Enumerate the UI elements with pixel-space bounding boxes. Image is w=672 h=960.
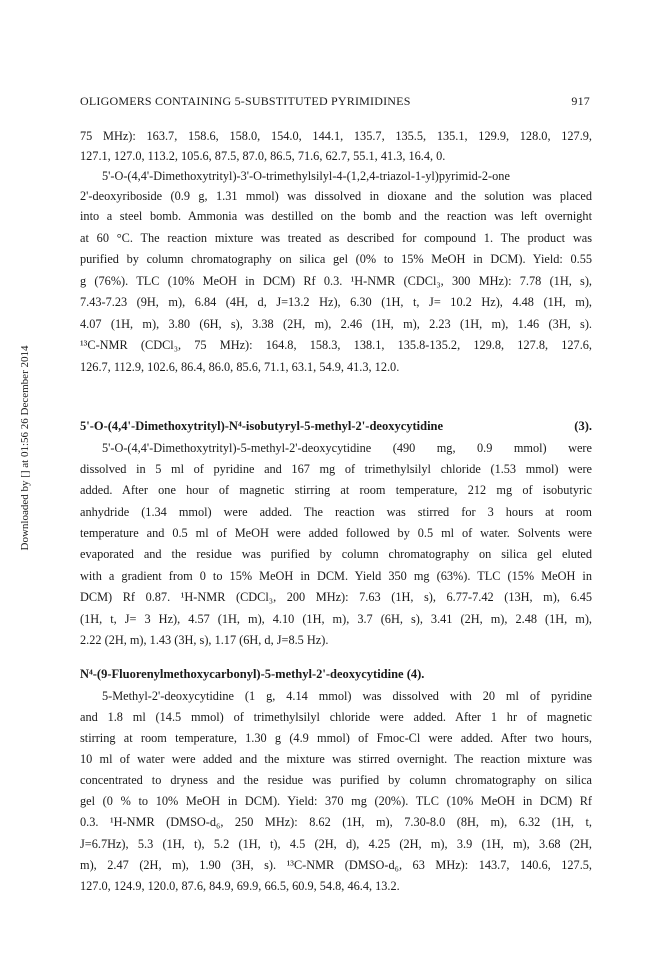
text-line: DCM) Rf 0.87. ¹H-NMR (CDCl₃, 200 MHz): 7.63 (1H, s), 6.77-7.42 (13H, m), 6.45 xyxy=(80,590,592,604)
text-line: dissolved in 5 ml of pyridine and 167 mg of trimethylsilyl chloride (1.53 mmol) were xyxy=(80,462,592,476)
text-line: 5-Methyl-2'-deoxycytidine (1 g, 4.14 mmol) was dissolved with 20 ml of pyridine xyxy=(102,689,592,703)
text-line: anhydride (1.34 mmol) were added. The reaction was stirred for 3 hours at room xyxy=(80,505,592,519)
text-line: added. After one hour of magnetic stirring at room temperature, 212 mg of isobutyric xyxy=(80,483,592,497)
text-line: gel (0 % to 10% MeOH in DCM). Yield: 370 mg (20%). TLC (10% MeOH in DCM) Rf xyxy=(80,794,592,808)
download-watermark: Downloaded by [] at 01:56 26 December 2014 xyxy=(19,345,31,551)
text-line: purified by column chromatography on silica gel (0% to 15% MeOH in DCM). Yield: 0.55 xyxy=(80,252,592,266)
text-line: ¹³C-NMR (CDCl₃, 75 MHz): 164.8, 158.3, 138.1, 135.8-135.2, 129.8, 127.8, 127.6, xyxy=(80,338,592,352)
text-line: evaporated and the residue was purified by column chromatography on silica gel eluted xyxy=(80,547,592,561)
text-line: 10 ml of water were added and the mixture was stirred overnight. The reaction mixture was xyxy=(80,752,592,766)
text-line: stirring at room temperature, 1.30 g (4.9 mmol) of Fmoc-Cl were added. After two hours, xyxy=(80,731,592,745)
text-line: at 60 °C. The reaction mixture was treated as described for compound 1. The product was xyxy=(80,231,592,245)
text-line: 7.43-7.23 (9H, m), 6.84 (4H, d, J=13.2 Hz), 6.30 (1H, t, J= 10.2 Hz), 4.48 (1H, m), xyxy=(80,295,592,309)
text-line: 126.7, 112.9, 102.6, 86.4, 86.0, 85.6, 71.1, 63.1, 54.9, 41.3, 12.0. xyxy=(80,360,400,374)
text-line: 0.3. ¹H-NMR (DMSO-d₆, 250 MHz): 8.62 (1H, m), 7.30-8.0 (8H, m), 6.32 (1H, t, xyxy=(80,815,592,829)
text-line: J=6.7Hz), 5.3 (1H, t), 5.2 (1H, t), 4.5 (2H, d), 4.25 (2H, m), 3.9 (1H, m), 3.68 (2H, xyxy=(80,837,592,851)
page-number: 917 xyxy=(571,94,590,108)
running-header xyxy=(80,94,590,109)
text-line: concentrated to dryness and the residue was purified by column chromatography on silica xyxy=(80,773,592,787)
text-line: 127.1, 127.0, 113.2, 105.6, 87.5, 87.0, 86.5, 71.6, 62.7, 55.1, 41.3, 16.4, 0. xyxy=(80,149,446,163)
text-line: 2'-deoxyriboside (0.9 g, 1.31 mmol) was dissolved in dioxane and the solution was placed xyxy=(80,189,592,203)
running-title: OLIGOMERS CONTAINING 5-SUBSTITUTED PYRIMIDINES xyxy=(80,94,411,108)
text-line: g (76%). TLC (10% MeOH in DCM) Rf 0.3. ¹H-NMR (CDCl₃, 300 MHz): 7.78 (1H, s), xyxy=(80,274,592,288)
text-line: and 1.8 ml (14.5 mmol) of trimethylsilyl chloride were added. After 1 hr of magnetic xyxy=(80,710,592,724)
text-line: 5'-O-(4,4'-Dimethoxytrityl)-5-methyl-2'-deoxycytidine (490 mg, 0.9 mmol) were xyxy=(102,441,592,455)
text-line: m), 2.47 (2H, m), 1.90 (3H, s). ¹³C-NMR (DMSO-d₆, 63 MHz): 143.7, 140.6, 127.5, xyxy=(80,858,592,872)
section-heading: N⁴-(9-Fluorenylmethoxycarbonyl)-5-methyl-2'-deoxycytidine (4). xyxy=(80,667,425,681)
text-line: with a gradient from 0 to 15% MeOH in DCM. Yield 350 mg (63%). TLC (15% MeOH in xyxy=(80,569,592,583)
text-line: 4.07 (1H, m), 3.80 (6H, s), 3.38 (2H, m), 2.46 (1H, m), 2.23 (1H, m), 1.46 (3H, s). xyxy=(80,317,592,331)
text-line: temperature and 0.5 ml of MeOH were added followed by 0.5 ml of water. Solvents were xyxy=(80,526,592,540)
text-line: into a steel bomb. Ammonia was destilled on the bomb and the reaction was left overnight xyxy=(80,209,592,223)
text-line: (1H, t, J= 3 Hz), 4.57 (1H, m), 4.10 (1H, m), 3.7 (6H, s), 3.41 (2H, m), 2.48 (1H, m), xyxy=(80,612,592,626)
text-line: 127.0, 124.9, 120.0, 87.6, 84.9, 69.9, 66.5, 60.9, 54.8, 46.4, 13.2. xyxy=(80,879,400,893)
text-line: 2.22 (2H, m), 1.43 (3H, s), 1.17 (6H, d, J=8.5 Hz). xyxy=(80,633,329,647)
section-heading: 5'-O-(4,4'-Dimethoxytrityl)-N⁴-isobutyryl-5-methyl-2'-deoxycytidine (3). xyxy=(80,419,592,433)
text-line: 5'-O-(4,4'-Dimethoxytrityl)-3'-O-trimethylsilyl-4-(1,2,4-triazol-1-yl)pyrimid-2-one xyxy=(102,169,510,183)
text-line: 75 MHz): 163.7, 158.6, 158.0, 154.0, 144.1, 135.7, 135.5, 135.1, 129.9, 128.0, 127.9, xyxy=(80,129,592,143)
